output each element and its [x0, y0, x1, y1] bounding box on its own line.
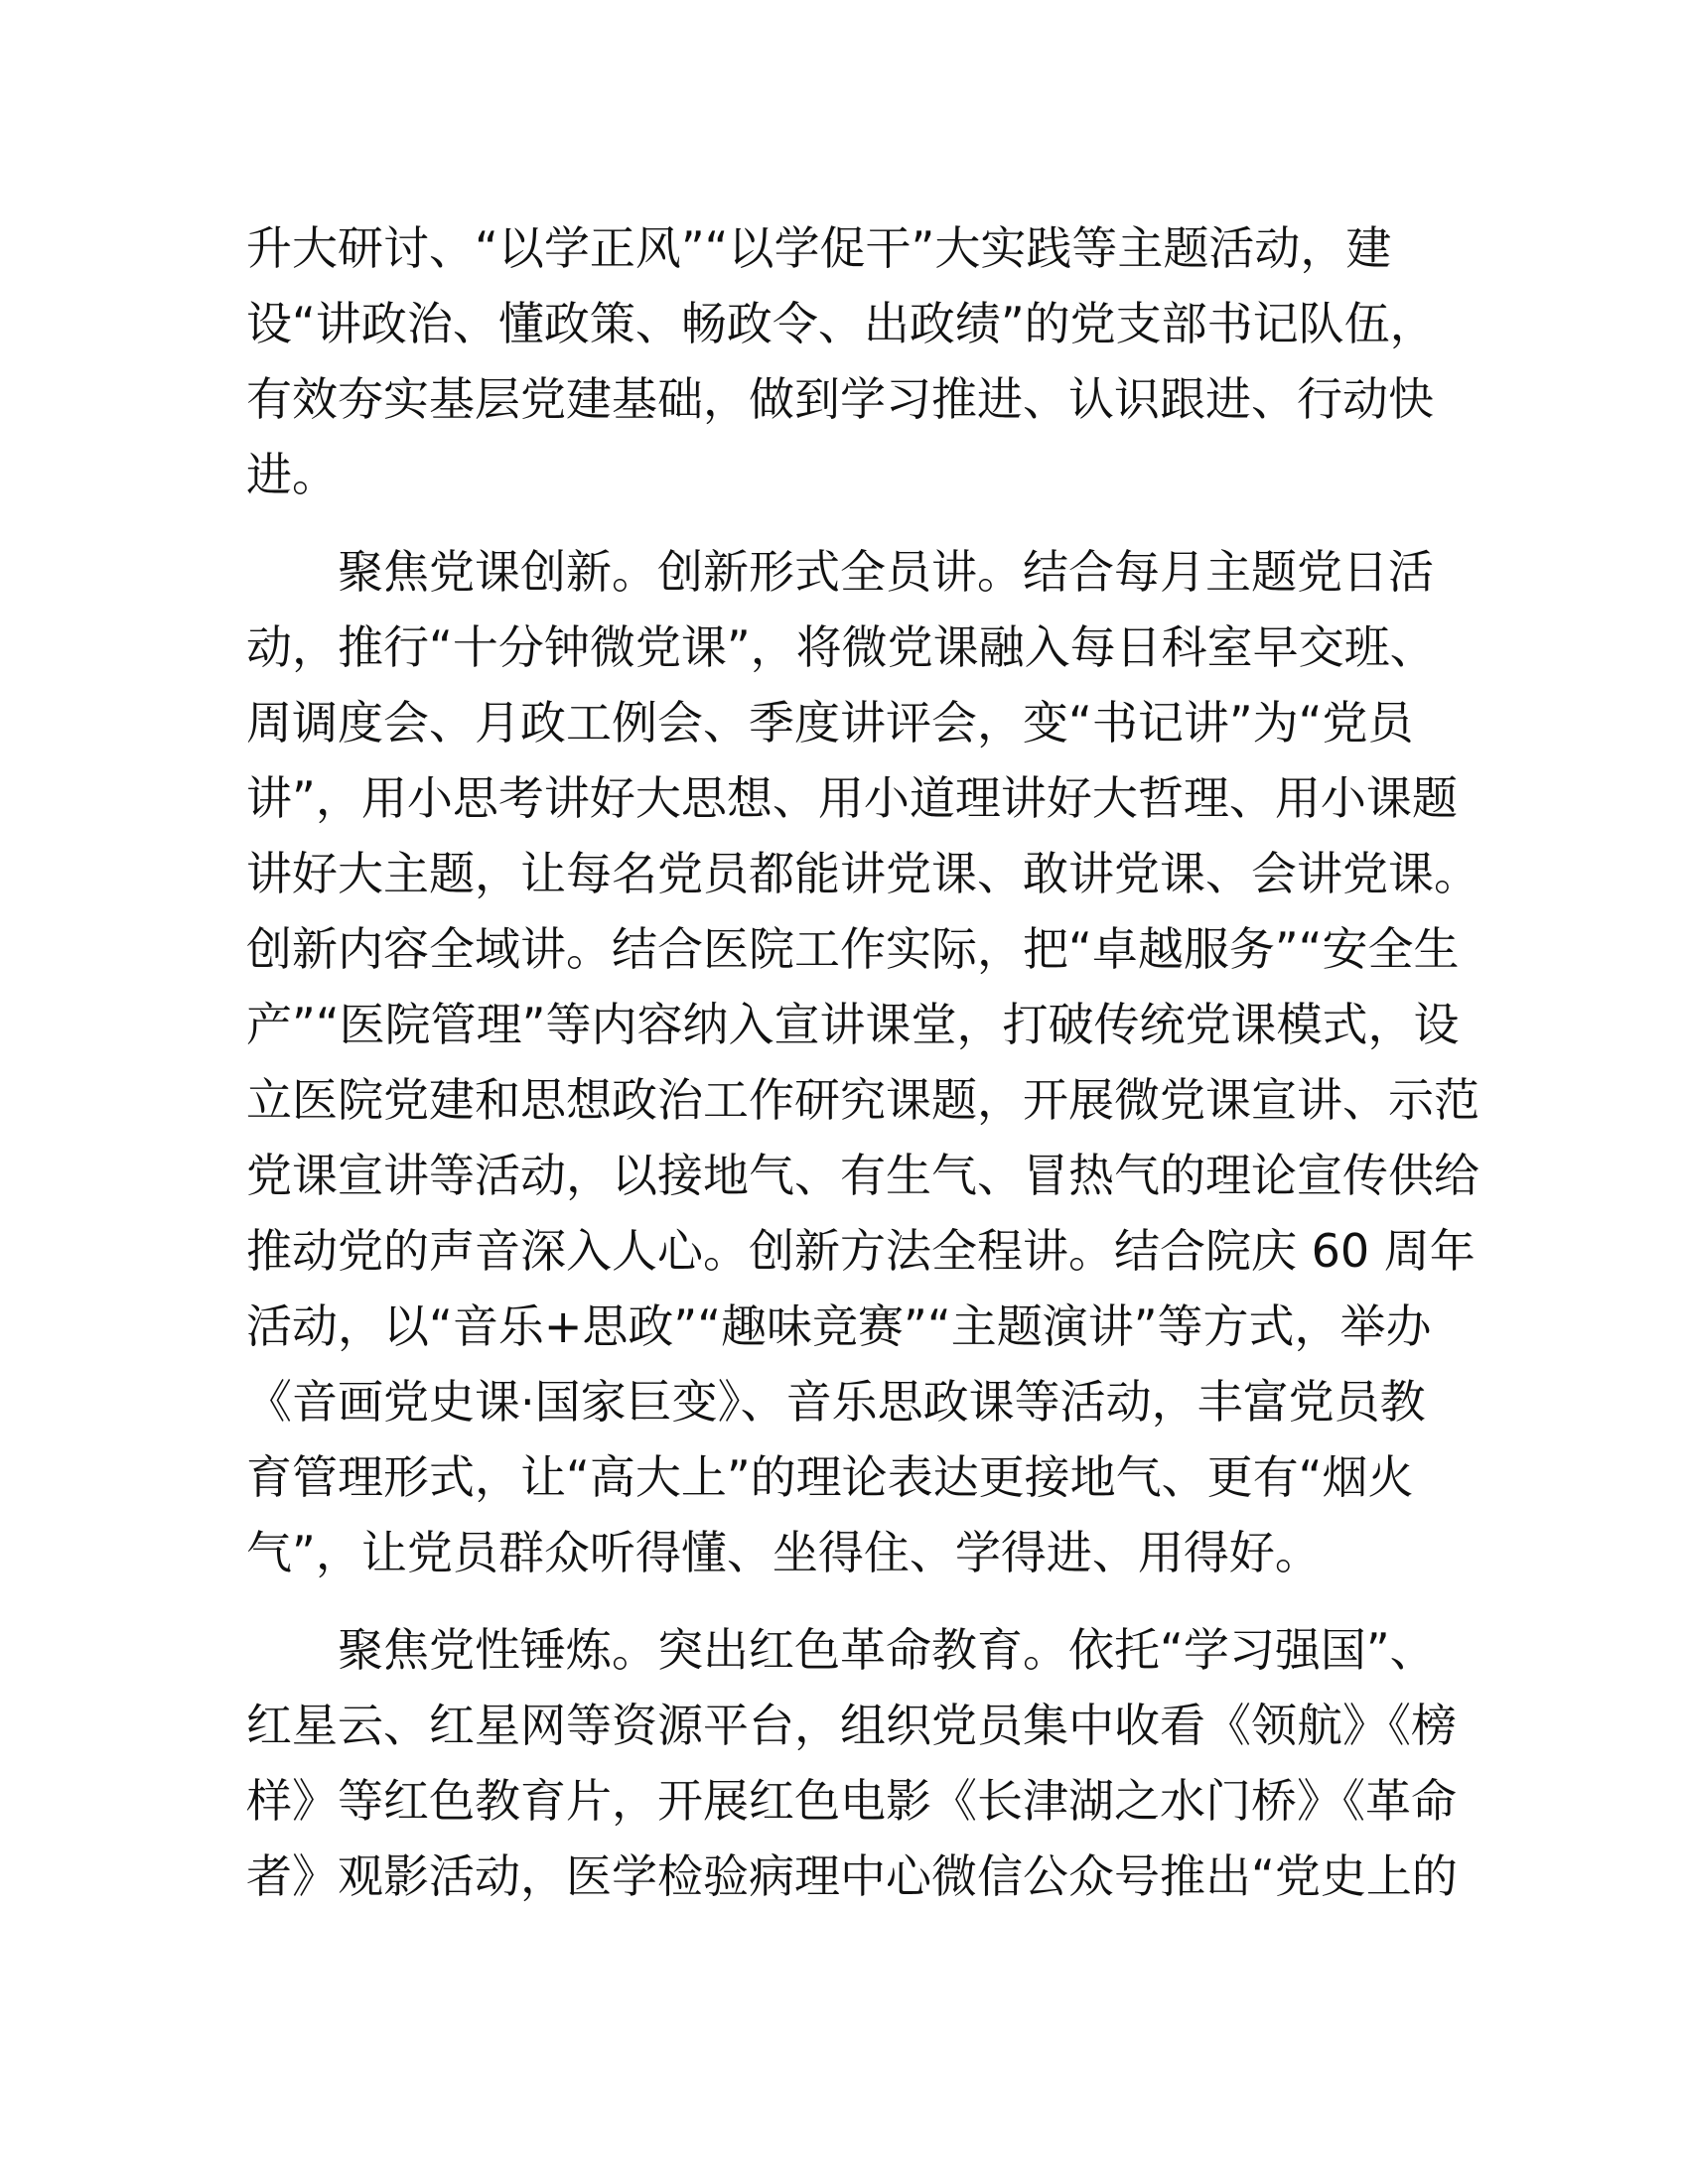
- text-line: 创新内容全域讲。结合医院工作实际，把“卓越服务”“安全生: [246, 922, 1460, 976]
- text-line: 升大研讨、“以学正风”“以学促干”大实践等主题活动，建: [246, 221, 1392, 275]
- paragraph-gap: [246, 1590, 1438, 1612]
- text-line: 立医院党建和思想政治工作研究课题，开展微党课宣讲、示范: [246, 1073, 1479, 1127]
- text-line: 党课宣讲等活动，以接地气、有生气、冒热气的理论宣传供给: [246, 1149, 1479, 1202]
- text-line: 周调度会、月政工例会、季度讲评会，变“书记讲”为“党员: [246, 696, 1414, 750]
- text-line: 产”“医院管理”等内容纳入宣讲课堂，打破传统党课模式，设: [246, 998, 1460, 1051]
- text-line: 气”，让党员群众听得懂、坐得住、学得进、用得好。: [246, 1526, 1321, 1579]
- text-line: 样》等红色教育片，开展红色电影《长津湖之水门桥》《革命: [246, 1774, 1457, 1828]
- text-line: 有效夯实基层党建基础，做到学习推进、认识跟进、行动快: [246, 372, 1434, 426]
- text-line: 设“讲政治、懂政策、畅政令、出政绩”的党支部书记队伍，: [246, 297, 1436, 350]
- paragraph-gap: [246, 512, 1438, 534]
- text-line: 进。: [246, 448, 338, 501]
- text-line: 者》观影活动，医学检验病理中心微信公众号推出“党史上的: [246, 1849, 1458, 1903]
- text-line: 《音画党史课·国家巨变》、音乐思政课等活动，丰富党员教: [246, 1375, 1426, 1429]
- text-line: 育管理形式，让“高大上”的理论表达更接地气、更有“烟火: [246, 1450, 1414, 1504]
- text-line: 讲好大主题，让每名党员都能讲党课、敢讲党课、会讲党课。: [246, 847, 1479, 900]
- body-text: [246, 210, 1479, 1914]
- text-line: 活动，以“音乐+思政”“趣味竞赛”“主题演讲”等方式，举办: [246, 1299, 1432, 1353]
- text-line: 红星云、红星网等资源平台，组织党员集中收看《领航》《榜: [246, 1699, 1457, 1752]
- text-line: 讲”，用小思考讲好大思想、用小道理讲好大哲理、用小课题: [246, 771, 1458, 825]
- text-line: 动，推行“十分钟微党课”，将微党课融入每日科室早交班、: [246, 620, 1436, 674]
- text-line: 推动党的声音深入人心。创新方法全程讲。结合院庆 60 周年: [246, 1224, 1476, 1278]
- paragraph-first-line: 聚焦党性锤炼。突出红色革命教育。依托“学习强国”、: [338, 1623, 1436, 1677]
- paragraph-first-line: 聚焦党课创新。创新形式全员讲。结合每月主题党日活: [338, 545, 1434, 599]
